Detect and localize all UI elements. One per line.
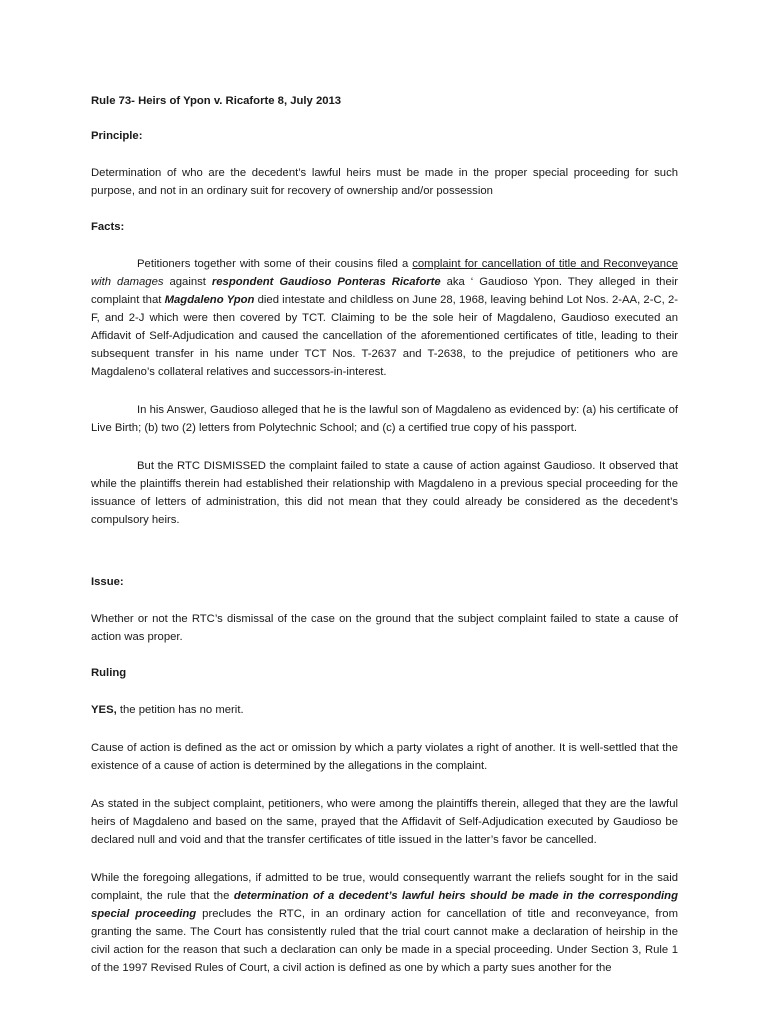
case-title: Rule 73- Heirs of Ypon v. Ricaforte 8, July 2013 — [91, 95, 342, 107]
ruling-yes: YES, — [91, 704, 117, 716]
principle-text: Determination of who are the decedent’s lawful heirs must be made in the proper special proceeding for such purpose, and not in an ordinary suit for recovery of ownership and/or possession — [91, 167, 678, 197]
ruling-answer — [91, 701, 678, 719]
issue-text: Whether or not the RTC’s dismissal of the case on the ground that the subject complaint failed to state a cause of action was proper. — [91, 613, 678, 643]
facts-p1-text-d: aka ‘ Gaudioso Ypon. They alleged in their complaint that — [91, 276, 679, 306]
ruling-paragraph-1: Cause of action is defined as the act or omission by which a party violates a right of another. It is well-settled that the existence of a cause of action is determined by the allegations in the complaint. — [91, 742, 678, 772]
ruling-p3-text-b: precludes the RTC, in an ordinary action for cancellation of title and reconveyance, from granting the same. The Court has consistently ruled that the trial court cannot make a declaration of heirship in the civil action for the reason that such a declaration can only be made in a special proceeding. Under Section 3, Rule 1 of the 1997 Revised Rules of Court, a civil action is defined as one by which a party sues another for the — [91, 908, 678, 974]
ruling-p3-text-a: While the foregoing allegations, if admitted to be true, would consequently warrant the reliefs sought for in the said complaint, the rule that the — [91, 872, 678, 902]
facts-p1-text-e: died intestate and childless on June 28, 1968, leaving behind Lot Nos. 2-AA, 2-C, 2-F, and 2-J which were then covered by TCT. Claiming to be the sole heir of Magdaleno, Gaudioso executed an Affidavit of Self-Adjudication and caused the cancellation of the aforementioned certificates of title, leading to their subsequent transfer in his name under TCT Nos. T-2637 and T-2638, to the prejudice of petitioners who are Magdaleno’s collateral relatives and successors-in-interest. — [91, 294, 678, 378]
complaint-link-text: complaint for cancellation of title and Reconveyance — [412, 258, 678, 270]
ruling-p3-emphasis: determination of a decedent’s lawful heirs should be made in the corresponding special proceeding — [91, 890, 678, 920]
ruling-paragraph-2: As stated in the subject complaint, petitioners, who were among the plaintiffs therein, alleged that they are the lawful heirs of Magdaleno and based on the same, prayed that the Affidavit of Self-Adjudication executed by Gaudioso be declared null and void and that the transfer certificates of title issued in the latter’s favor be cancelled. — [91, 798, 678, 846]
facts-paragraph-1 — [91, 255, 678, 381]
decedent-name: Magdaleno Ypon — [164, 294, 255, 306]
respondent-name: respondent Gaudioso Ponteras Ricaforte — [211, 276, 441, 288]
principle-heading: Principle: — [91, 130, 143, 142]
facts-heading: Facts: — [91, 221, 125, 233]
ruling-heading: Ruling — [91, 667, 127, 679]
facts-paragraph-2: In his Answer, Gaudioso alleged that he is the lawful son of Magdaleno as evidenced by: (a) his certificate of Live Birth; (b) two (2) letters from Polytechnic School; and (c) a certified true copy of his passport. — [91, 404, 678, 434]
facts-p1-text-c: against — [163, 276, 212, 288]
ruling-yes-rest: the petition has no merit. — [116, 704, 244, 716]
with-damages-text: with damages — [91, 276, 164, 288]
ruling-paragraph-3 — [91, 869, 678, 977]
issue-heading: Issue: — [91, 576, 124, 588]
facts-p1-text-a: Petitioners together with some of their cousins filed a — [137, 258, 413, 270]
facts-paragraph-3: But the RTC DISMISSED the complaint failed to state a cause of action against Gaudioso. It observed that while the plaintiffs therein had established their relationship with Magdaleno in a previous special proceeding for the issuance of letters of administration, this did not mean that they could already be considered as the decedent’s compulsory heirs. — [91, 460, 678, 526]
